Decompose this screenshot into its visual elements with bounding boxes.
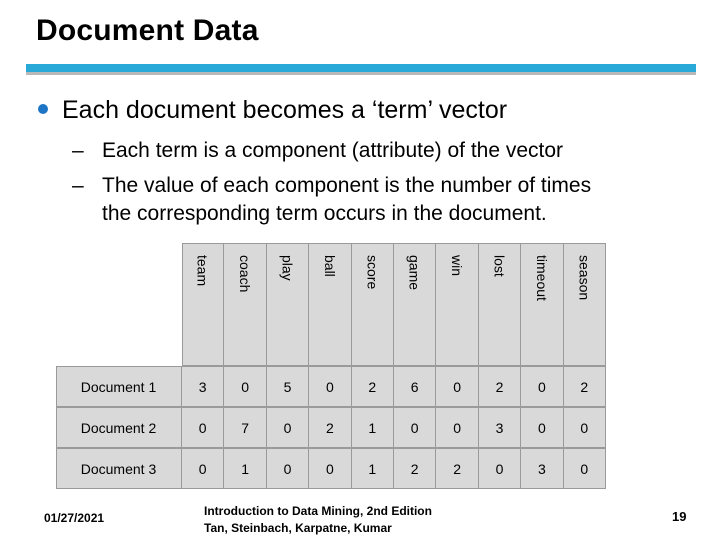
table-cell: 1 [352, 407, 394, 448]
dash-icon: – [72, 174, 84, 197]
footer-date: 01/27/2021 [44, 511, 105, 525]
column-header [564, 243, 606, 366]
row-label: Document 1 [56, 366, 182, 407]
table-cell: 2 [436, 448, 478, 489]
column-header-label: season [576, 255, 593, 301]
column-header [182, 243, 224, 366]
table-cell: 0 [564, 407, 606, 448]
column-header [352, 243, 394, 366]
column-header-label: play [279, 255, 296, 281]
table-cell: 2 [479, 366, 521, 407]
table-cell: 0 [436, 407, 478, 448]
document-term-matrix [56, 243, 606, 489]
subpoint-1-text: Each term is a component (attribute) of the vector [102, 139, 564, 162]
main-bullet [38, 96, 507, 125]
column-header-label: win [449, 255, 466, 277]
table-cell: 7 [224, 407, 266, 448]
table-cell: 0 [521, 407, 563, 448]
slide-title: Document Data [36, 14, 259, 47]
column-header [521, 243, 563, 366]
column-header-label: ball [321, 255, 338, 277]
column-header-label: lost [491, 255, 508, 277]
page-number: 19 [672, 509, 687, 524]
table-cell: 2 [352, 366, 394, 407]
table-cell: 2 [309, 407, 351, 448]
dash-icon: – [72, 139, 84, 162]
table-cell: 1 [352, 448, 394, 489]
table-cell: 0 [267, 407, 309, 448]
row-label: Document 3 [56, 448, 182, 489]
subpoint-2-text-line1: The value of each component is the number of times [102, 174, 592, 197]
bullet-dot-icon [38, 104, 48, 114]
main-bullet-text: Each document becomes a ‘term’ vector [62, 96, 508, 124]
table-cell: 0 [182, 448, 224, 489]
table-cell: 1 [224, 448, 266, 489]
title-rule-gray [26, 72, 696, 75]
column-header [267, 243, 309, 366]
table-cell: 0 [309, 366, 351, 407]
table-cell: 3 [521, 448, 563, 489]
column-header-label: timeout [533, 255, 550, 301]
table-cell: 0 [436, 366, 478, 407]
column-header-label: coach [237, 255, 254, 293]
table-cell: 0 [479, 448, 521, 489]
footer-book-authors: Tan, Steinbach, Karpatne, Kumar [204, 521, 392, 535]
table-cell: 0 [394, 407, 436, 448]
table-cell: 0 [224, 366, 266, 407]
row-label: Document 2 [56, 407, 182, 448]
subpoint-2-text-line2: the corresponding term occurs in the document. [102, 202, 547, 225]
column-header [394, 243, 436, 366]
table-cell: 5 [267, 366, 309, 407]
footer-book-title: Introduction to Data Mining, 2nd Edition [204, 504, 432, 518]
footer-book-info [204, 503, 432, 537]
table-cell: 0 [267, 448, 309, 489]
column-header [436, 243, 478, 366]
table-cell: 0 [564, 448, 606, 489]
column-header-label: team [194, 255, 211, 287]
column-header-label: score [364, 255, 381, 290]
column-header [479, 243, 521, 366]
title-rule-blue [26, 64, 696, 72]
table-cell: 2 [564, 366, 606, 407]
column-header [224, 243, 266, 366]
table-cell: 3 [182, 366, 224, 407]
table-cell: 0 [309, 448, 351, 489]
column-header [309, 243, 351, 366]
table-cell: 3 [479, 407, 521, 448]
table-cell: 0 [521, 366, 563, 407]
table-cell: 6 [394, 366, 436, 407]
column-header-label: game [406, 255, 423, 291]
table-cell: 2 [394, 448, 436, 489]
table-cell: 0 [182, 407, 224, 448]
